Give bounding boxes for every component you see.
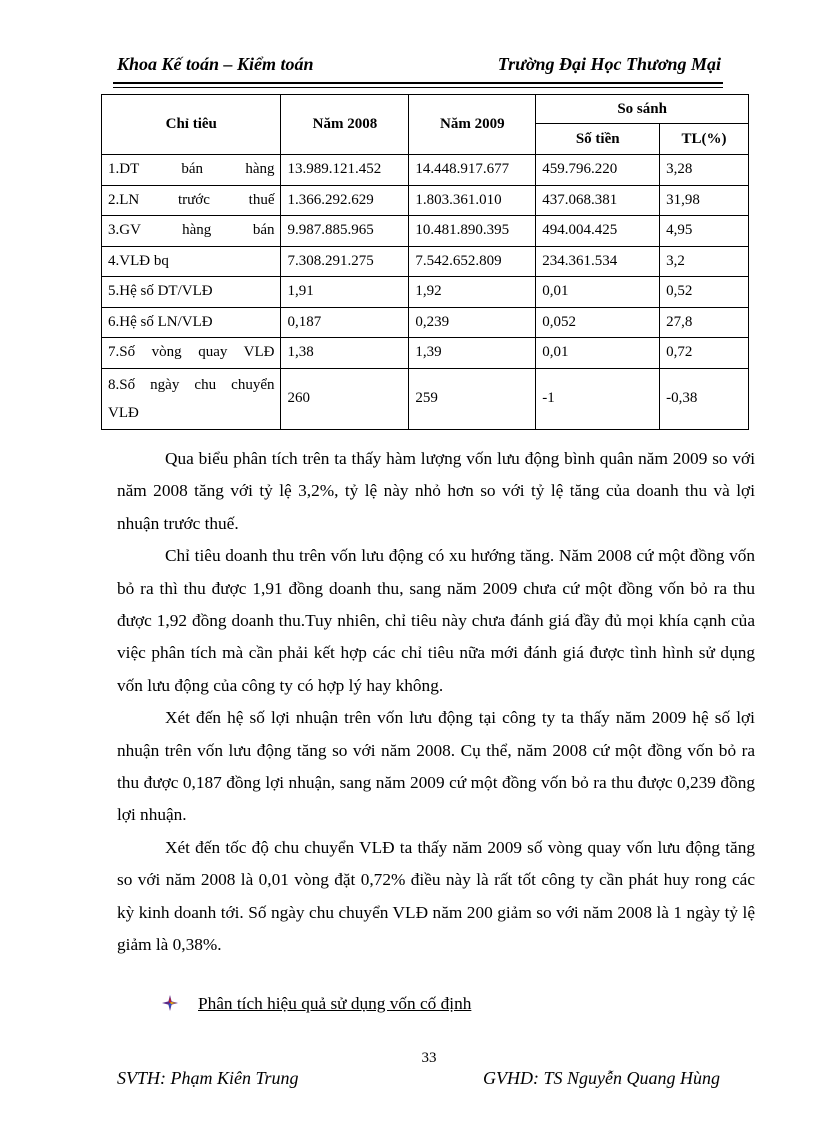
cell-2008: 1.366.292.629 — [281, 185, 409, 216]
cell-diff: 459.796.220 — [536, 155, 660, 186]
row-label: 4.VLĐ bq — [102, 246, 281, 277]
cell-pct: 0,72 — [660, 338, 749, 369]
header-rule-thick — [113, 82, 723, 84]
cell-diff: 494.004.425 — [536, 216, 660, 247]
cell-diff: 0,01 — [536, 277, 660, 308]
analysis-text — [117, 443, 755, 962]
cell-2009: 10.481.890.395 — [409, 216, 536, 247]
cell-pct: -0,38 — [660, 368, 749, 429]
cell-pct: 3,28 — [660, 155, 749, 186]
cell-pct: 4,95 — [660, 216, 749, 247]
cell-2008: 260 — [281, 368, 409, 429]
cell-2009: 14.448.917.677 — [409, 155, 536, 186]
paragraph: Xét đến hệ số lợi nhuận trên vốn lưu động tại công ty ta thấy năm 2009 hệ số lợi nhuận trên vốn lưu động tăng so với năm 2008. Cụ thể, năm 2008 cứ một đồng vốn bỏ ra thu được 0,187 đồng lợi nhuận, sang năm 2009 cứ một đồng vốn bỏ ra thu được 0,239 đồng lợi nhuận. — [117, 708, 755, 825]
cell-pct: 0,52 — [660, 277, 749, 308]
header-year-2008: Năm 2008 — [281, 95, 409, 155]
paragraph: Xét đến tốc độ chu chuyển VLĐ ta thấy năm 2009 số vòng quay vốn lưu động tăng so với năm 2008 là 0,01 vòng đặt 0,72% điều này là rất tốt công ty cần phát huy rong các kỳ kinh doanh tới. Số ngày chu chuyển VLĐ năm 200 giảm so với năm 2008 là 1 ngày tỷ lệ giảm là 0,38%. — [117, 837, 755, 955]
header-rate: TL(%) — [660, 124, 749, 155]
header-amount: Số tiền — [536, 124, 660, 155]
table-row — [102, 246, 749, 277]
cell-diff: 437.068.381 — [536, 185, 660, 216]
cell-2008: 1,91 — [281, 277, 409, 308]
cell-diff: 234.361.534 — [536, 246, 660, 277]
table-row — [102, 277, 749, 308]
four-point-star-icon — [162, 995, 178, 1011]
header-university: Trường Đại Học Thương Mại — [497, 54, 721, 74]
row-label: 3.GV hàng bán — [102, 216, 281, 247]
page-number: 33 — [421, 1050, 437, 1066]
section-heading-text: Phân tích hiệu quả sử dụng vốn cố định — [198, 994, 472, 1013]
paragraph: Qua biểu phân tích trên ta thấy hàm lượng vốn lưu động bình quân năm 2009 so với năm 2008 tăng với tỷ lệ 3,2%, tỷ lệ này nhỏ hơn so với tỷ lệ tăng của doanh thu và lợi nhuận trước thuế. — [117, 449, 755, 533]
cell-diff: -1 — [536, 368, 660, 429]
comparison-table — [101, 94, 749, 430]
cell-pct: 27,8 — [660, 307, 749, 338]
cell-diff: 0,052 — [536, 307, 660, 338]
cell-diff: 0,01 — [536, 338, 660, 369]
cell-pct: 3,2 — [660, 246, 749, 277]
header-faculty: Khoa Kế toán – Kiểm toán — [117, 54, 314, 74]
row-label: 1.DT bán hàng — [102, 155, 281, 186]
table-row — [102, 368, 749, 429]
row-label: 6.Hệ số LN/VLĐ — [102, 307, 281, 338]
cell-2009: 259 — [409, 368, 536, 429]
row-label: 8.Số ngày chu chuyển VLĐ — [102, 368, 281, 429]
cell-2008: 9.987.885.965 — [281, 216, 409, 247]
cell-2009: 1,92 — [409, 277, 536, 308]
paragraph: Chỉ tiêu doanh thu trên vốn lưu động có xu hướng tăng. Năm 2008 cứ một đồng vốn bỏ ra thì thu được 1,91 đồng doanh thu, sang năm 2009 chưa cứ một đồng vốn bỏ ra thu được 1,92 đồng doanh thu.Tuy nhiên, chỉ tiêu này chưa đánh giá đầy đủ mọi khía cạnh của việc phân tích mà cần phải kết hợp các chỉ tiêu nữa mới đánh giá được tình hình sử dụng vốn lưu động của công ty có hợp lý hay không. — [117, 546, 755, 695]
header-indicator: Chỉ tiêu — [102, 95, 281, 155]
cell-2008: 0,187 — [281, 307, 409, 338]
row-label: 7.Số vòng quay VLĐ — [102, 338, 281, 369]
cell-2008: 7.308.291.275 — [281, 246, 409, 277]
cell-2009: 1.803.361.010 — [409, 185, 536, 216]
row-label: 5.Hệ số DT/VLĐ — [102, 277, 281, 308]
row-label: 2.LN trước thuế — [102, 185, 281, 216]
header-year-2009: Năm 2009 — [409, 95, 536, 155]
cell-2009: 7.542.652.809 — [409, 246, 536, 277]
cell-2009: 1,39 — [409, 338, 536, 369]
table-row — [102, 185, 749, 216]
cell-2008: 1,38 — [281, 338, 409, 369]
table-row — [102, 338, 749, 369]
table-row — [102, 216, 749, 247]
table-row — [102, 307, 749, 338]
header-rule-thin — [113, 87, 723, 88]
section-heading — [162, 994, 471, 1014]
footer-advisor: GVHD: TS Nguyễn Quang Hùng — [483, 1068, 720, 1088]
cell-2008: 13.989.121.452 — [281, 155, 409, 186]
footer-student: SVTH: Phạm Kiên Trung — [117, 1068, 299, 1088]
cell-2009: 0,239 — [409, 307, 536, 338]
header-comparison: So sánh — [536, 95, 749, 124]
cell-pct: 31,98 — [660, 185, 749, 216]
table-row — [102, 155, 749, 186]
